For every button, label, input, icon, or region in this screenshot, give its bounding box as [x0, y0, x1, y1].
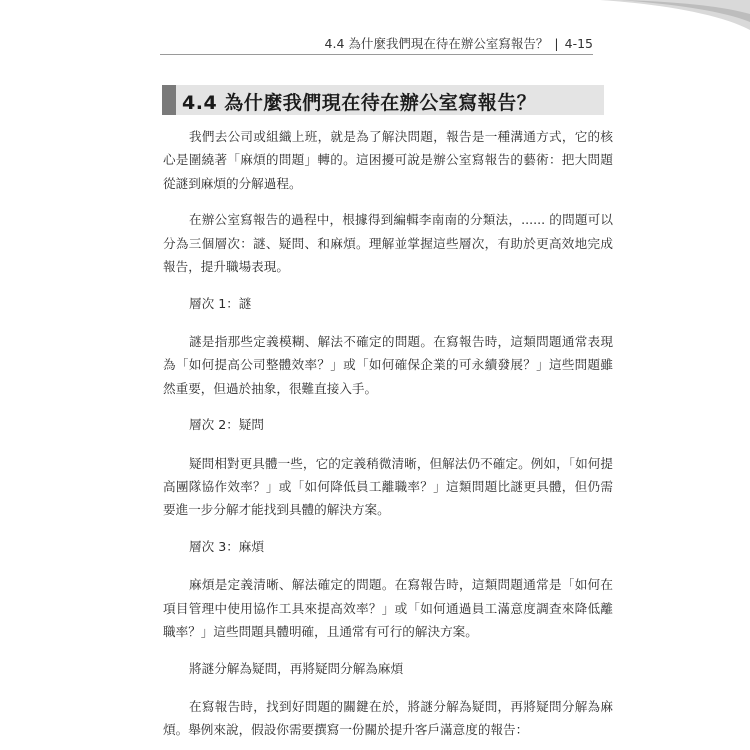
body-text [163, 125, 613, 750]
page-number: 4-15 [564, 36, 593, 51]
header-separator: | [554, 36, 559, 51]
corner-swoosh-decoration [600, 0, 750, 40]
paragraph-trouble: 麻煩是定義清晰、解法確定的問題。在寫報告時，這類問題通常是「如何在項目管理中使用協作工具來提高效率？」或「如何通過員工滿意度調查來降低離職率？」這些問題具體明確，且通常有可行的解決方案。 [163, 577, 613, 640]
paragraph-question: 疑問相對更具體一些，它的定義稍微清晰，但解法仍不確定。例如，「如何提高團隊協作效率？」或「如何降低員工離職率？」這類問題比謎更具體，但仍需要進一步分解才能找到具體的解決方案。 [163, 455, 613, 518]
paragraph-three-levels: 在辦公室寫報告的過程中，根據得到編輯李南南的分類法，...... 的問題可以分為三個層次：謎、疑問、和麻煩。理解並掌握這些層次，有助於更高效地完成報告，提升職場表現。 [163, 212, 613, 274]
section-marker [162, 85, 176, 115]
level-3-label: 層次 3：麻煩 [189, 539, 264, 555]
level-2-label: 層次 2：疑問 [189, 417, 264, 433]
decomposition-label: 將謎分解為疑問，再將疑問分解為麻煩 [189, 660, 404, 676]
header-section-ref: 4.4 為什麼我們現在待在辦公室寫報告？ [324, 36, 549, 51]
section-title-text: 為什麼我們現在待在辦公室寫報告？ [224, 92, 537, 114]
paragraph-decomposition: 在寫報告時，找到好問題的關鍵在於，將謎分解為疑問，再將疑問分解為麻煩。舉例來說，假設你需要撰寫一份關於提升客戶滿意度的報告： [163, 699, 613, 738]
header-rule [160, 54, 593, 55]
section-heading-band [162, 85, 604, 115]
level-1-label: 層次 1：謎 [189, 295, 252, 311]
paragraph-mystery: 謎是指那些定義模糊、解法不確定的問題。在寫報告時，這類問題通常表現為「如何提高公司整體效率？」或「如何確保企業的可永續發展？」這些問題雖然重要，但過於抽象，很難直接入手。 [163, 334, 613, 396]
paragraph-intro: 我們去公司或組織上班，就是為了解決問題，報告是一種溝通方式，它的核心是圍繞著「麻煩的問題」轉的。這困擾可說是辦公室寫報告的藝術：把大問題從謎到麻煩的分解過程。 [163, 129, 613, 191]
running-header [160, 34, 593, 54]
section-number: 4.4 [182, 92, 218, 114]
section-title [182, 88, 536, 115]
